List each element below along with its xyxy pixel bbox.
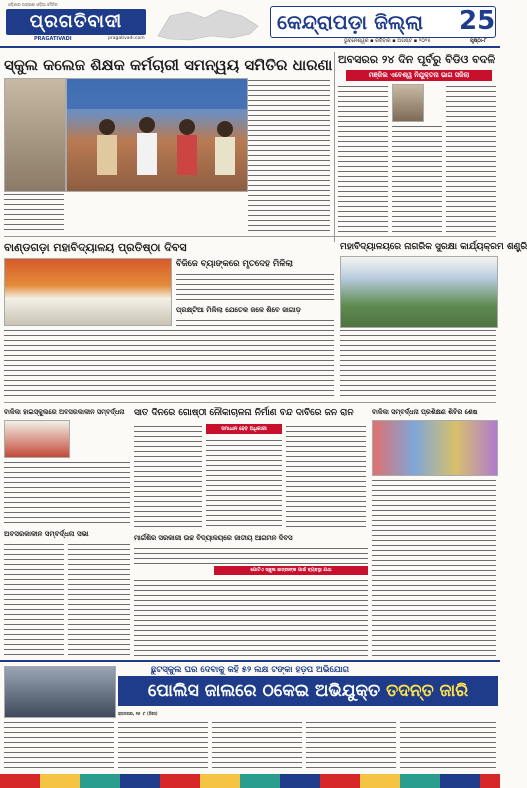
story-6-text <box>176 318 334 398</box>
story-1-headline[interactable]: ସ୍କୁଲ କଲେଜ ଶିକ୍ଷକ କର୍ମଚାରୀ ସମନ୍ୱୟ ସମିତିର ଧାରଣା <box>4 56 333 74</box>
banner-text-col-2 <box>118 720 208 770</box>
story-7-photo <box>4 420 70 458</box>
story-9-text <box>372 478 496 656</box>
story-1-photo-small <box>4 78 66 192</box>
story-5-photo <box>340 256 498 328</box>
column-divider <box>334 52 335 242</box>
story-3-photo <box>4 258 172 326</box>
story-2-portrait <box>392 84 424 122</box>
banner-text-col-3 <box>212 720 302 770</box>
edition-date: ଭୁବନେଶ୍ୱର ▪ ରବିବାର ▪ ଅଗଷ୍ଟ ▪ ୨୦୨୫ <box>344 38 431 44</box>
story-4-headline[interactable]: ବିଜିଜେ ବ୍ୟାଙ୍କରେ ମୃତଦେହ ମିଳିଲା <box>176 259 293 269</box>
newspaper-logo[interactable]: ପ୍ରଗତିବାଦୀ <box>6 9 146 35</box>
story-8-box: ସମାଧାନ ହେବ ଅଧିକାରୀ <box>206 424 282 434</box>
story-9-photo <box>372 420 498 476</box>
website-url[interactable]: pragativadi.com <box>108 36 145 41</box>
story-9-headline[interactable]: ବାଳିକା ସମ୍ବର୍ଦ୍ଧନା ପ୍ରଶିକ୍ଷଣ ଶିବିର ଶେଷ <box>372 408 478 416</box>
story-1-text-col-1 <box>4 192 64 232</box>
story-11-text <box>134 578 368 658</box>
story-8-text-col-2 <box>206 438 282 528</box>
story-7-headline[interactable]: ବାଳିକା ହାଇସ୍କୁଲରେ ଅବସରକାଳୀନ ସମ୍ବର୍ଦ୍ଧନା <box>4 408 125 416</box>
story-5-text <box>340 328 496 398</box>
story-6-headline[interactable]: ପ୍ରକ୍ଷ୍ଟିଆ ମିଳିଲା ଯେତେକ ଜଳେ ଶିବେ ଜାଗାଡ଼ <box>176 305 301 314</box>
story-11-headline[interactable]: ମାର୍ଗଶିର ସରକାରୀ ଉଚ୍ଚ ବିଦ୍ୟାଳୟରେ ଜାତୀୟ ଆଗମନ ଦିବସ <box>134 534 293 542</box>
ad-strip-graphic <box>0 774 500 788</box>
banner-byline: ରାଜନଗର, ୧୬ ।୮ (ନିଃସ) <box>118 711 158 716</box>
crowd-illustration <box>67 79 247 191</box>
masthead-tagline: ଓଡ଼ିଶାର ଅଗ୍ରଣୀ ଓଡ଼ିଆ ଦୈନିକ <box>8 2 58 7</box>
district-title: କେନ୍ଦ୍ରାପଡ଼ା ଜିଲ୍ଲା <box>277 10 424 34</box>
story-2-headline[interactable]: ଅବସରର ୨୪ ଦିନ ପୂର୍ବରୁ ବିଡିଓ ବଦଳି <box>338 53 496 66</box>
story-4-text <box>176 272 334 302</box>
banner-rule <box>0 660 500 662</box>
story-2-text-col-2 <box>392 124 442 234</box>
ad-strip[interactable] <box>0 774 500 788</box>
story-10-text-col-2 <box>68 542 130 658</box>
story-2-kicker: ମଞ୍ଜିଲ ଏବେଶ୍ୱ ନିଯୁକ୍ତନା ଭାଗ ସଜିଲା <box>346 70 492 81</box>
masthead <box>0 0 500 48</box>
banner-headline-part-1: ପୋଲିସ ଜାଲରେ ଠକେଇ ଅଭିଯୁକ୍ତ <box>147 681 387 701</box>
story-10-text-col-1 <box>4 542 64 658</box>
banner-text-col-1 <box>4 720 114 770</box>
banner-text-col-4 <box>306 720 396 770</box>
story-1-text-col-2 <box>248 78 330 232</box>
newspaper-logo-latin: PRAGATIVADI <box>34 36 72 42</box>
odisha-map-icon <box>150 6 270 44</box>
section-divider <box>4 236 496 237</box>
page-number: ପୃଷ୍ଠା-୮ <box>470 38 487 44</box>
story-2-text-col-1 <box>338 84 388 234</box>
masthead-rule <box>0 46 500 48</box>
banner-text-col-5 <box>400 720 496 770</box>
section-divider-2 <box>4 402 496 403</box>
anniversary-25-icon: 25 <box>459 6 496 36</box>
story-2-text-col-3 <box>446 84 496 234</box>
story-8-headline[interactable]: ସାତ ଦିନରେ ଗୋଷ୍ଠୀ ନୌକାଚାଳନା ନିର୍ମାଣ ବନ୍ଦ ଦାବିରେ ଜନ ରାନ <box>134 408 354 418</box>
story-8-text-col-3 <box>286 424 366 528</box>
story-5-headline[interactable]: ମହାବିଦ୍ୟାଳୟରେ ନାଗରିକ ସୁରକ୍ଷା କାର୍ଯ୍ୟକ୍ରମ ଶଣ୍ଟ୍ରି <box>340 242 527 252</box>
story-7-text <box>4 460 130 524</box>
story-1-photo-main <box>66 78 248 192</box>
district-badge <box>270 6 496 38</box>
banner-headline-part-2: ତଦନ୍ତ ଜାରି <box>386 681 469 701</box>
story-3-headline[interactable]: ବାଣ୍ଡଗଡ଼ା ମହାବିଦ୍ୟାଳୟ ପ୍ରତିଷ୍ଠା ଦିବସ <box>4 241 187 254</box>
story-8-text-col-1 <box>134 424 202 528</box>
banner-photo <box>4 666 116 718</box>
story-11-box: ଗୋଟିଏ ସ୍କୁଲ ଛାତ୍ରୀଙ୍କ ପାଇଁ ବ୍ୟବସ୍ଥା ଯଥା <box>214 566 368 575</box>
banner-kicker: ଛୁଟସ୍କୁଲ ଘର ଦେବାକୁ କହି ୫୨ ଲକ୍ଷ ଟଙ୍କା ହଡ଼ପ ଅଭିଯୋଗ <box>150 665 350 675</box>
banner-headline[interactable] <box>118 676 498 706</box>
story-11-text-top <box>134 546 368 564</box>
story-10-headline[interactable]: ଅବସରକାଳୀନ ସମ୍ବର୍ଦ୍ଧନା ସଭା <box>4 529 89 538</box>
